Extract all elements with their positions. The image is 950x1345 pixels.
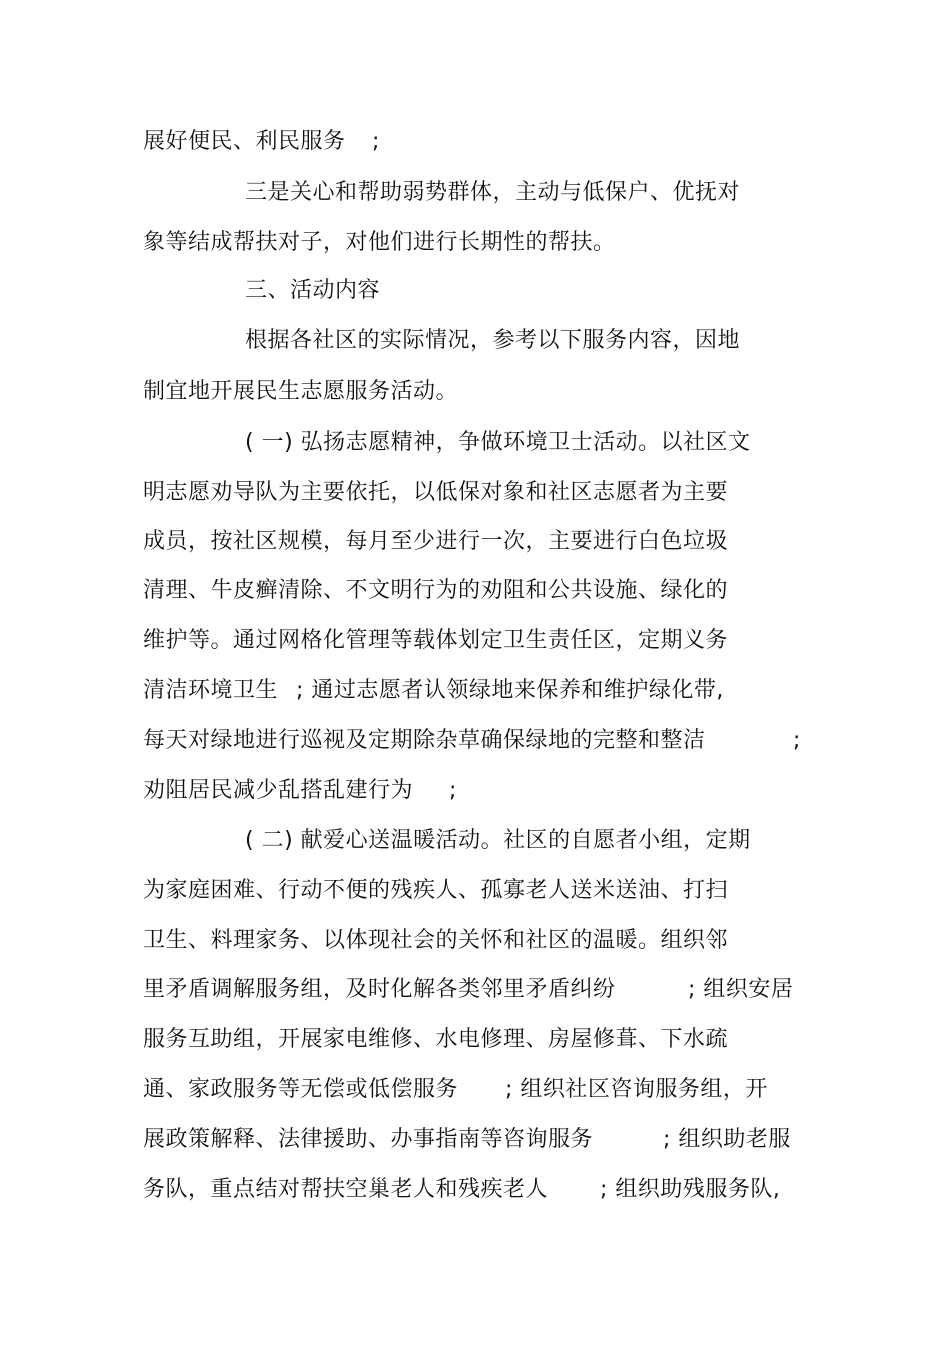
- text-line: 成员，按社区规模，每月至少进行一次，主要进行白色垃圾: [143, 529, 729, 554]
- semicolon: ;: [793, 728, 801, 753]
- text-line: 象等结成帮扶对子，对他们进行长期性的帮扶。: [143, 230, 616, 255]
- text-line: 务队，重点结对帮扶空巢老人和残疾老人: [143, 1177, 549, 1202]
- text-line: ; 组织安居: [688, 977, 794, 1002]
- text-line: 里矛盾调解服务组，及时化解各类邻里矛盾纠纷: [143, 977, 616, 1002]
- text-line: ; 组织助残服务队,: [600, 1177, 781, 1202]
- text-line: 展政策解释、法律援助、办事指南等咨询服务: [143, 1127, 594, 1152]
- text-line: 通、家政服务等无偿或低偿服务: [143, 1077, 459, 1102]
- text-line: 服务互助组，开展家电维修、水电修理、房屋修葺、下水疏: [143, 1027, 729, 1052]
- section-heading: 三、活动内容: [245, 278, 381, 303]
- text-line: 维护等。通过网格化管理等载体划定卫生责任区，定期义务: [143, 628, 729, 653]
- text-line: 展好便民、利民服务: [143, 129, 346, 154]
- text-line: 清理、牛皮癣清除、不文明行为的劝阻和公共设施、绿化的: [143, 578, 729, 603]
- subsection-heading: ( 二) 献爱心送温暖活动。社区的自愿者小组，定期: [245, 828, 751, 853]
- text-line: 劝阻居民减少乱搭乱建行为: [143, 778, 414, 803]
- text-line: ; 组织社区咨询服务组，开: [505, 1077, 768, 1102]
- text-line: 根据各社区的实际情况，参考以下服务内容，因地: [245, 328, 741, 353]
- text-line: 三是关心和帮助弱势群体，主动与低保户、优抚对: [245, 180, 741, 205]
- text-line: 为家庭困难、行动不便的残疾人、孤寡老人送米送油、打扫: [143, 878, 729, 903]
- text-line: 卫生、料理家务、以体现社会的关怀和社区的温暖。组织邻: [143, 928, 729, 953]
- subsection-heading: ( 一) 弘扬志愿精神，争做环境卫士活动。以社区文: [245, 430, 751, 455]
- text-line: 清洁环境卫生: [143, 678, 279, 703]
- text-line: 明志愿劝导队为主要依托，以低保对象和社区志愿者为主要: [143, 480, 729, 505]
- text-line: 每天对绿地进行巡视及定期除杂草确保绿地的完整和整洁: [143, 728, 706, 753]
- text-line: ; 组织助老服: [663, 1127, 791, 1152]
- text-line: ; 通过志愿者认领绿地来保养和维护绿化带,: [296, 678, 724, 703]
- text-line: 制宜地开展民生志愿服务活动。: [143, 379, 459, 404]
- semicolon: ;: [372, 129, 380, 154]
- semicolon: ;: [449, 778, 457, 803]
